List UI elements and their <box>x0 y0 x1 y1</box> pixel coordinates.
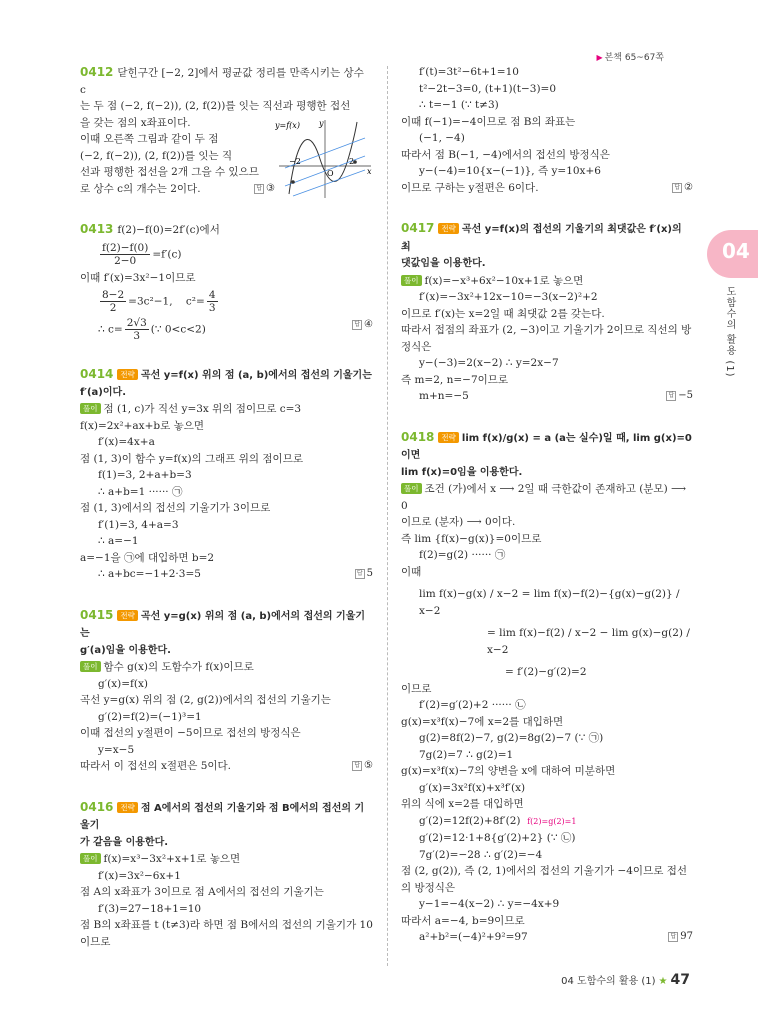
chapter-tab: 04 <box>707 230 758 278</box>
answer: 답 97 <box>670 931 693 942</box>
answer: 답 ③ <box>256 182 275 194</box>
annotation-note: f(2)=g(2)=1 <box>527 816 577 826</box>
page-number: 47 <box>670 972 690 988</box>
problem-0417: 0417 전략 곡선 y=f(x)의 접선의 기울기의 최댓값은 f′(x)의 최 댓값임을 이용한다. 풀이 f(x)=−x³+6x²−10x+1로 놓으면 f′(x)=−3x²+12x−10=−3(x−2)²+2 이므로 f′(x)는 x=2일 때 최댓값 2를 갖는다. 따라서 접점의 좌표가 (2, −3)이고 기울기가 2이므로 직선의 방 정식은 y−(−3)=2(x−2) ∴ y=2x−7 즉 m=2, n=−7이므로 m+n=−5 답 −5 <box>401 220 693 405</box>
svg-text:2: 2 <box>349 157 355 166</box>
cubic-graph <box>275 116 373 200</box>
svg-text:O: O <box>327 169 334 178</box>
chapter-side-label: 도함수의 활용 (1) <box>724 286 735 378</box>
problem-0418: 0418 전략 lim f(x)/g(x) = a (a는 실수)일 때, lim g(x)=0이면 lim f(x)=0임을 이용한다. 풀이 조건 (가)에서 x ⟶ 2일 때 극한값이 존재하고 (분모) ⟶ 0 이므로 (분자) ⟶ 0이다. 즉 lim {f(x)−g(x)}=0이므로 f(2)=g(2) ······ ㉠ 이때 lim f(x)−g(x) / x−2 = lim f(x)−f(2)−{g(x)−g(2)} / x−2 = lim f(x)−f(2) / x−2 − lim g(x)−g(2) / x−2 = f′(2)−g′(2)=2 이므로 f′(2)=g′(2)+2 ······ ㉡ g(x)=x³f(x)−7에 x=2를 대입하면 g(2)=8f(2)−7, g(2)=8g(2)−7 (∵ ㉠) 7g(2)=7 ∴ g(2)=1 g(x)=x³f(x)−7의 양변을 x에 대하여 미분하면 g′(x)=3x²f(x)+x³f′(x) 위의 식에 x=2를 대입하면 g′(2)=12f(2)+8f′(2) f(2)=g(2)=1 g′(2)=12·1+8{g′(2)+2} (∵ ㉡) 7g′(2)=−28 ∴ g′(2)=−4 점 (2, g(2)), 즉 (2, 1)에서의 접선의 기울기가 −4이므로 접선 의 방정식은 y−1=−4(x−2) ∴ y=−4x+9 따라서 a=−4, b=9이므로 a²+b²=(−4)²+9²=97 답 97 <box>401 429 693 946</box>
answer: 답 ⑤ <box>354 760 373 771</box>
page-footer: 04 도함수의 활용 (1) ★ 47 <box>561 972 690 988</box>
problem-0412: 0412 닫힌구간 [−2, 2]에서 평균값 정리를 만족시키는 상수 c 는 두 점 (−2, f(−2)), (2, f(2))를 잇는 직선과 평행한 접선 을 갖는 점의 x좌표이다. 이때 오른쪽 그림과 같이 두 점 (−2, f(−2)), (2, f(2))를 잇는 직 선과 평행한 접선을 2개 그을 수 있으므 로 상수 c의 개수는 2이다. 답 ③ y=f(x) y x O −2 2 <box>80 64 373 197</box>
svg-text:y=f(x): y=f(x) <box>275 121 300 130</box>
header-reference: ▶ 본책 65~67쪽 <box>596 53 664 63</box>
answer: 답 ④ <box>354 319 373 330</box>
problem-0416: 0416 전략 점 A에서의 접선의 기울기와 점 B에서의 접선의 기울기 가 같음을 이용한다. 풀이 f(x)=x³−3x²+x+1로 놓으면 f′(x)=3x²−6x+1 점 A의 x좌표가 3이므로 점 A에서의 접선의 기울기는 f′(3)=27−18+1=10 점 B의 x좌표를 t (t≠3)라 하면 점 B에서의 접선의 기울기가 10 이므로 <box>80 799 373 948</box>
svg-text:x: x <box>367 167 372 176</box>
svg-text:y: y <box>319 119 324 128</box>
column-divider <box>387 66 388 966</box>
problem-0416-continued: f′(t)=3t²−6t+1=10 t²−2t−3=0, (t+1)(t−3)=0 ∴ t=−1 (∵ t≠3) 이때 f(−1)=−4이므로 점 B의 좌표는 (−1, −4) 따라서 점 B(−1, −4)에서의 접선의 방정식은 y−(−4)=10{x−(−1)}, 즉 y=10x+6 이므로 구하는 y절편은 6이다. 답 ② <box>401 64 693 196</box>
problem-0414: 0414 전략 곡선 y=f(x) 위의 점 (a, b)에서의 접선의 기울기는 f′(a)이다. 풀이 점 (1, c)가 직선 y=3x 위의 점이므로 c=3 f(x)=2x²+ax+b로 놓으면 f′(x)=4x+a 점 (1, 3)이 함수 y=f(x)의 그래프 위의 점이므로 f(1)=3, 2+a+b=3 ∴ a+b=1 ······ ㉠ 점 (1, 3)에서의 접선의 기울기가 3이므로 f′(1)=3, 4+a=3 ∴ a=−1 a=−1을 ㉠에 대입하면 b=2 ∴ a+bc=−1+2·3=5 답 5 <box>80 366 373 583</box>
star-icon: ★ <box>658 976 668 987</box>
answer: 답 ② <box>674 181 693 193</box>
problem-0415: 0415 전략 곡선 y=g(x) 위의 점 (a, b)에서의 접선의 기울기는 g′(a)임을 이용한다. 풀이 함수 g(x)의 도함수가 f(x)이므로 g′(x)=f(x) 곡선 y=g(x) 위의 점 (2, g(2))에서의 접선의 기울기는 g′(2)=f(2)=(−1)³=1 이때 접선의 y절편이 −5이므로 접선의 방정식은 y=x−5 따라서 이 접선의 x절편은 5이다. 답 ⑤ <box>80 607 373 775</box>
problem-0413: 0413 f(2)−f(0)=2f′(c)에서 $\frac{f(2)-f(0)}{2-0}$ =f′(c) 이때 f′(x)=3x²−1이므로 $\frac{8-2}{2}$ =3c²−1, c²= $\frac{4}{3}$ ∴ c= $\frac{2√3}{3}$ (∵ 0<c<2) 답 ④ <box>80 222 373 342</box>
arrow-icon: ▶ <box>596 53 603 62</box>
left-column <box>80 64 373 974</box>
svg-text:−2: −2 <box>289 157 301 166</box>
answer: 답 5 <box>356 568 373 579</box>
answer: 답 −5 <box>668 390 693 401</box>
right-column <box>401 64 693 970</box>
